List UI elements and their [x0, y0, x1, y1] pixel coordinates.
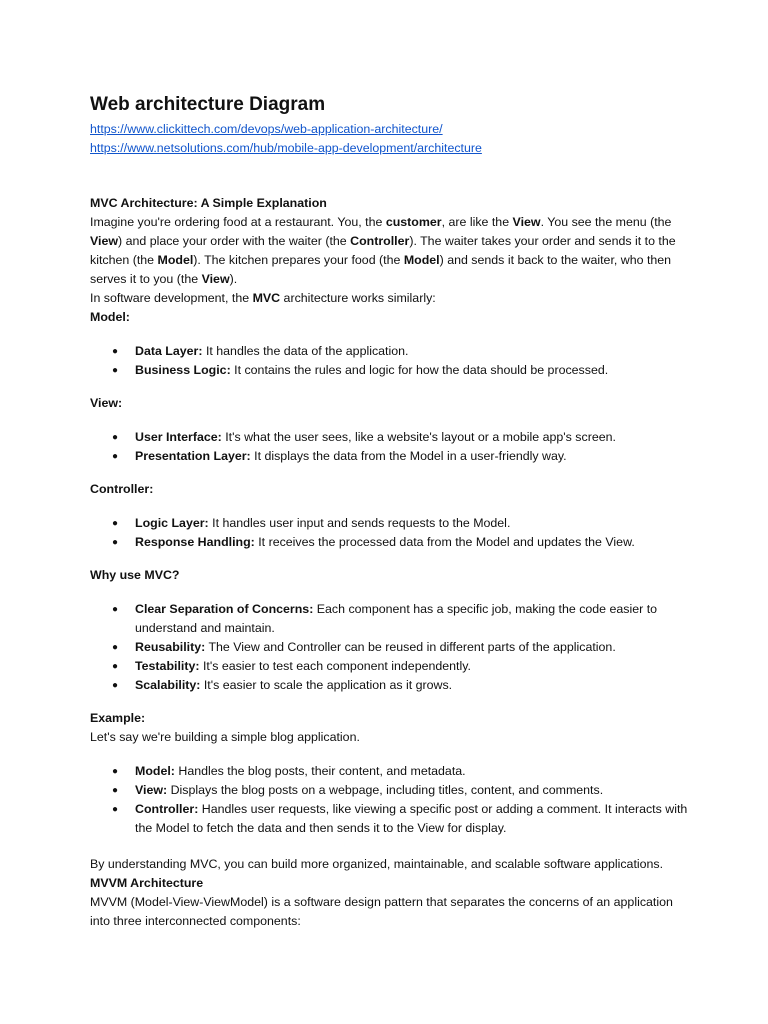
mvvm-text: MVVM (Model-View-ViewModel) is a software design pattern that separates the concerns of an application into three interconnected components: — [90, 895, 673, 928]
list-item-label: Controller: — [135, 802, 199, 816]
list-item-label: Data Layer: — [135, 344, 203, 358]
text-run: . You see the menu (the — [540, 215, 672, 229]
sections-container — [90, 308, 690, 838]
list-item-label: View: — [135, 783, 168, 797]
bold-run: MVC — [252, 291, 281, 305]
list-item-text: It's easier to scale the application as it grows. — [200, 678, 453, 692]
list-item — [90, 428, 690, 447]
text-run: architecture works similarly: — [280, 291, 436, 305]
list-item-label: User Interface: — [135, 430, 222, 444]
section-heading: Controller: — [90, 482, 154, 496]
list-item — [90, 638, 690, 657]
list-item-label: Testability: — [135, 659, 200, 673]
bullet-icon: ● — [112, 785, 119, 796]
list-item — [90, 657, 690, 676]
text-run: ). The kitchen prepares your food (the — [193, 253, 404, 267]
list-item — [90, 762, 690, 781]
list-item-text: Displays the blog posts on a webpage, including titles, content, and comments. — [167, 783, 604, 797]
bullet-list — [90, 514, 690, 552]
document-page — [90, 93, 690, 931]
bold-run: Model — [403, 253, 440, 267]
list-item-text: It receives the processed data from the Model and updates the View. — [254, 535, 635, 549]
mvvm-heading: MVVM Architecture — [90, 876, 204, 890]
list-item-text: Handles user requests, like viewing a specific post or adding a comment. It interacts with the Model to fetch the data and then sends it to the View for display. — [135, 802, 688, 835]
bullet-list — [90, 762, 690, 838]
list-item-text: Each component has a specific job, making the code easier to understand and maintain. — [135, 602, 658, 635]
text-run: ). — [229, 272, 238, 286]
list-item-label: Scalability: — [135, 678, 201, 692]
bullet-icon: ● — [112, 642, 119, 653]
bullet-icon: ● — [112, 346, 119, 357]
list-item — [90, 533, 690, 552]
list-item-label: Business Logic: — [135, 363, 231, 377]
bullet-icon: ● — [112, 518, 119, 529]
list-item-text: It's easier to test each component independently. — [199, 659, 471, 673]
section-heading: Model: — [90, 310, 130, 324]
list-item-label: Clear Separation of Concerns: — [135, 602, 314, 616]
bullet-list — [90, 600, 690, 695]
list-item-text: It contains the rules and logic for how the data should be processed. — [230, 363, 609, 377]
bullet-icon: ● — [112, 365, 119, 376]
list-item — [90, 600, 690, 638]
bullet-list — [90, 428, 690, 466]
bullet-icon: ● — [112, 451, 119, 462]
bold-run: View — [512, 215, 541, 229]
spacer — [90, 838, 690, 855]
list-item-label: Response Handling: — [135, 535, 255, 549]
bullet-icon: ● — [112, 661, 119, 672]
list-item — [90, 676, 690, 695]
text-run: In software development, the — [90, 291, 253, 305]
bullet-icon: ● — [112, 432, 119, 443]
section-subtext: Let's say we're building a simple blog application. — [90, 730, 360, 744]
bold-run: Model — [157, 253, 194, 267]
list-item — [90, 781, 690, 800]
bullet-list — [90, 342, 690, 380]
bold-run: View — [201, 272, 230, 286]
link-clickittech[interactable]: https://www.clickittech.com/devops/web-application-architecture/ — [90, 122, 443, 136]
bullet-icon: ● — [112, 604, 119, 615]
bold-run: View — [90, 234, 119, 248]
text-run: Imagine you're ordering food at a restaurant. You, the — [90, 215, 386, 229]
text-run: ). The waiter takes your order and sends it to the kitchen (the — [90, 234, 676, 267]
mvc-intro — [90, 213, 690, 289]
section-heading: Example: — [90, 711, 146, 725]
section-heading: View: — [90, 396, 123, 410]
page-title: Web architecture Diagram — [90, 94, 326, 115]
list-item-label: Presentation Layer: — [135, 449, 251, 463]
link-netsolutions[interactable]: https://www.netsolutions.com/hub/mobile-app-development/architecture — [90, 141, 482, 155]
list-item-text: It displays the data from the Model in a user-friendly way. — [250, 449, 567, 463]
mvc-heading: MVC Architecture: A Simple Explanation — [90, 196, 327, 210]
bullet-icon: ● — [112, 766, 119, 777]
list-item-text: The View and Controller can be reused in different parts of the application. — [205, 640, 616, 654]
list-item — [90, 447, 690, 466]
section-heading: Why use MVC? — [90, 568, 180, 582]
list-item — [90, 342, 690, 361]
list-item — [90, 514, 690, 533]
list-item-text: It handles user input and sends requests to the Model. — [208, 516, 511, 530]
text-run: ) and place your order with the waiter (the — [118, 234, 351, 248]
list-item-label: Logic Layer: — [135, 516, 209, 530]
list-item-text: It handles the data of the application. — [202, 344, 409, 358]
bold-run: customer — [385, 215, 442, 229]
list-item-text: It's what the user sees, like a website's layout or a mobile app's screen. — [221, 430, 616, 444]
list-item-text: Handles the blog posts, their content, and metadata. — [174, 764, 466, 778]
spacer — [90, 158, 690, 194]
list-item — [90, 361, 690, 380]
bullet-icon: ● — [112, 680, 119, 691]
bullet-icon: ● — [112, 804, 119, 815]
text-run: , are like the — [441, 215, 513, 229]
list-item-label: Model: — [135, 764, 175, 778]
mvc-similar — [90, 289, 690, 308]
conclusion-text: By understanding MVC, you can build more organized, maintainable, and scalable software applications. — [90, 857, 664, 871]
text-run: ) and sends it back to the waiter, who then serves it to you (the — [90, 253, 672, 286]
list-item — [90, 800, 690, 838]
list-item-label: Reusability: — [135, 640, 206, 654]
bold-run: Controller — [350, 234, 410, 248]
bullet-icon: ● — [112, 537, 119, 548]
